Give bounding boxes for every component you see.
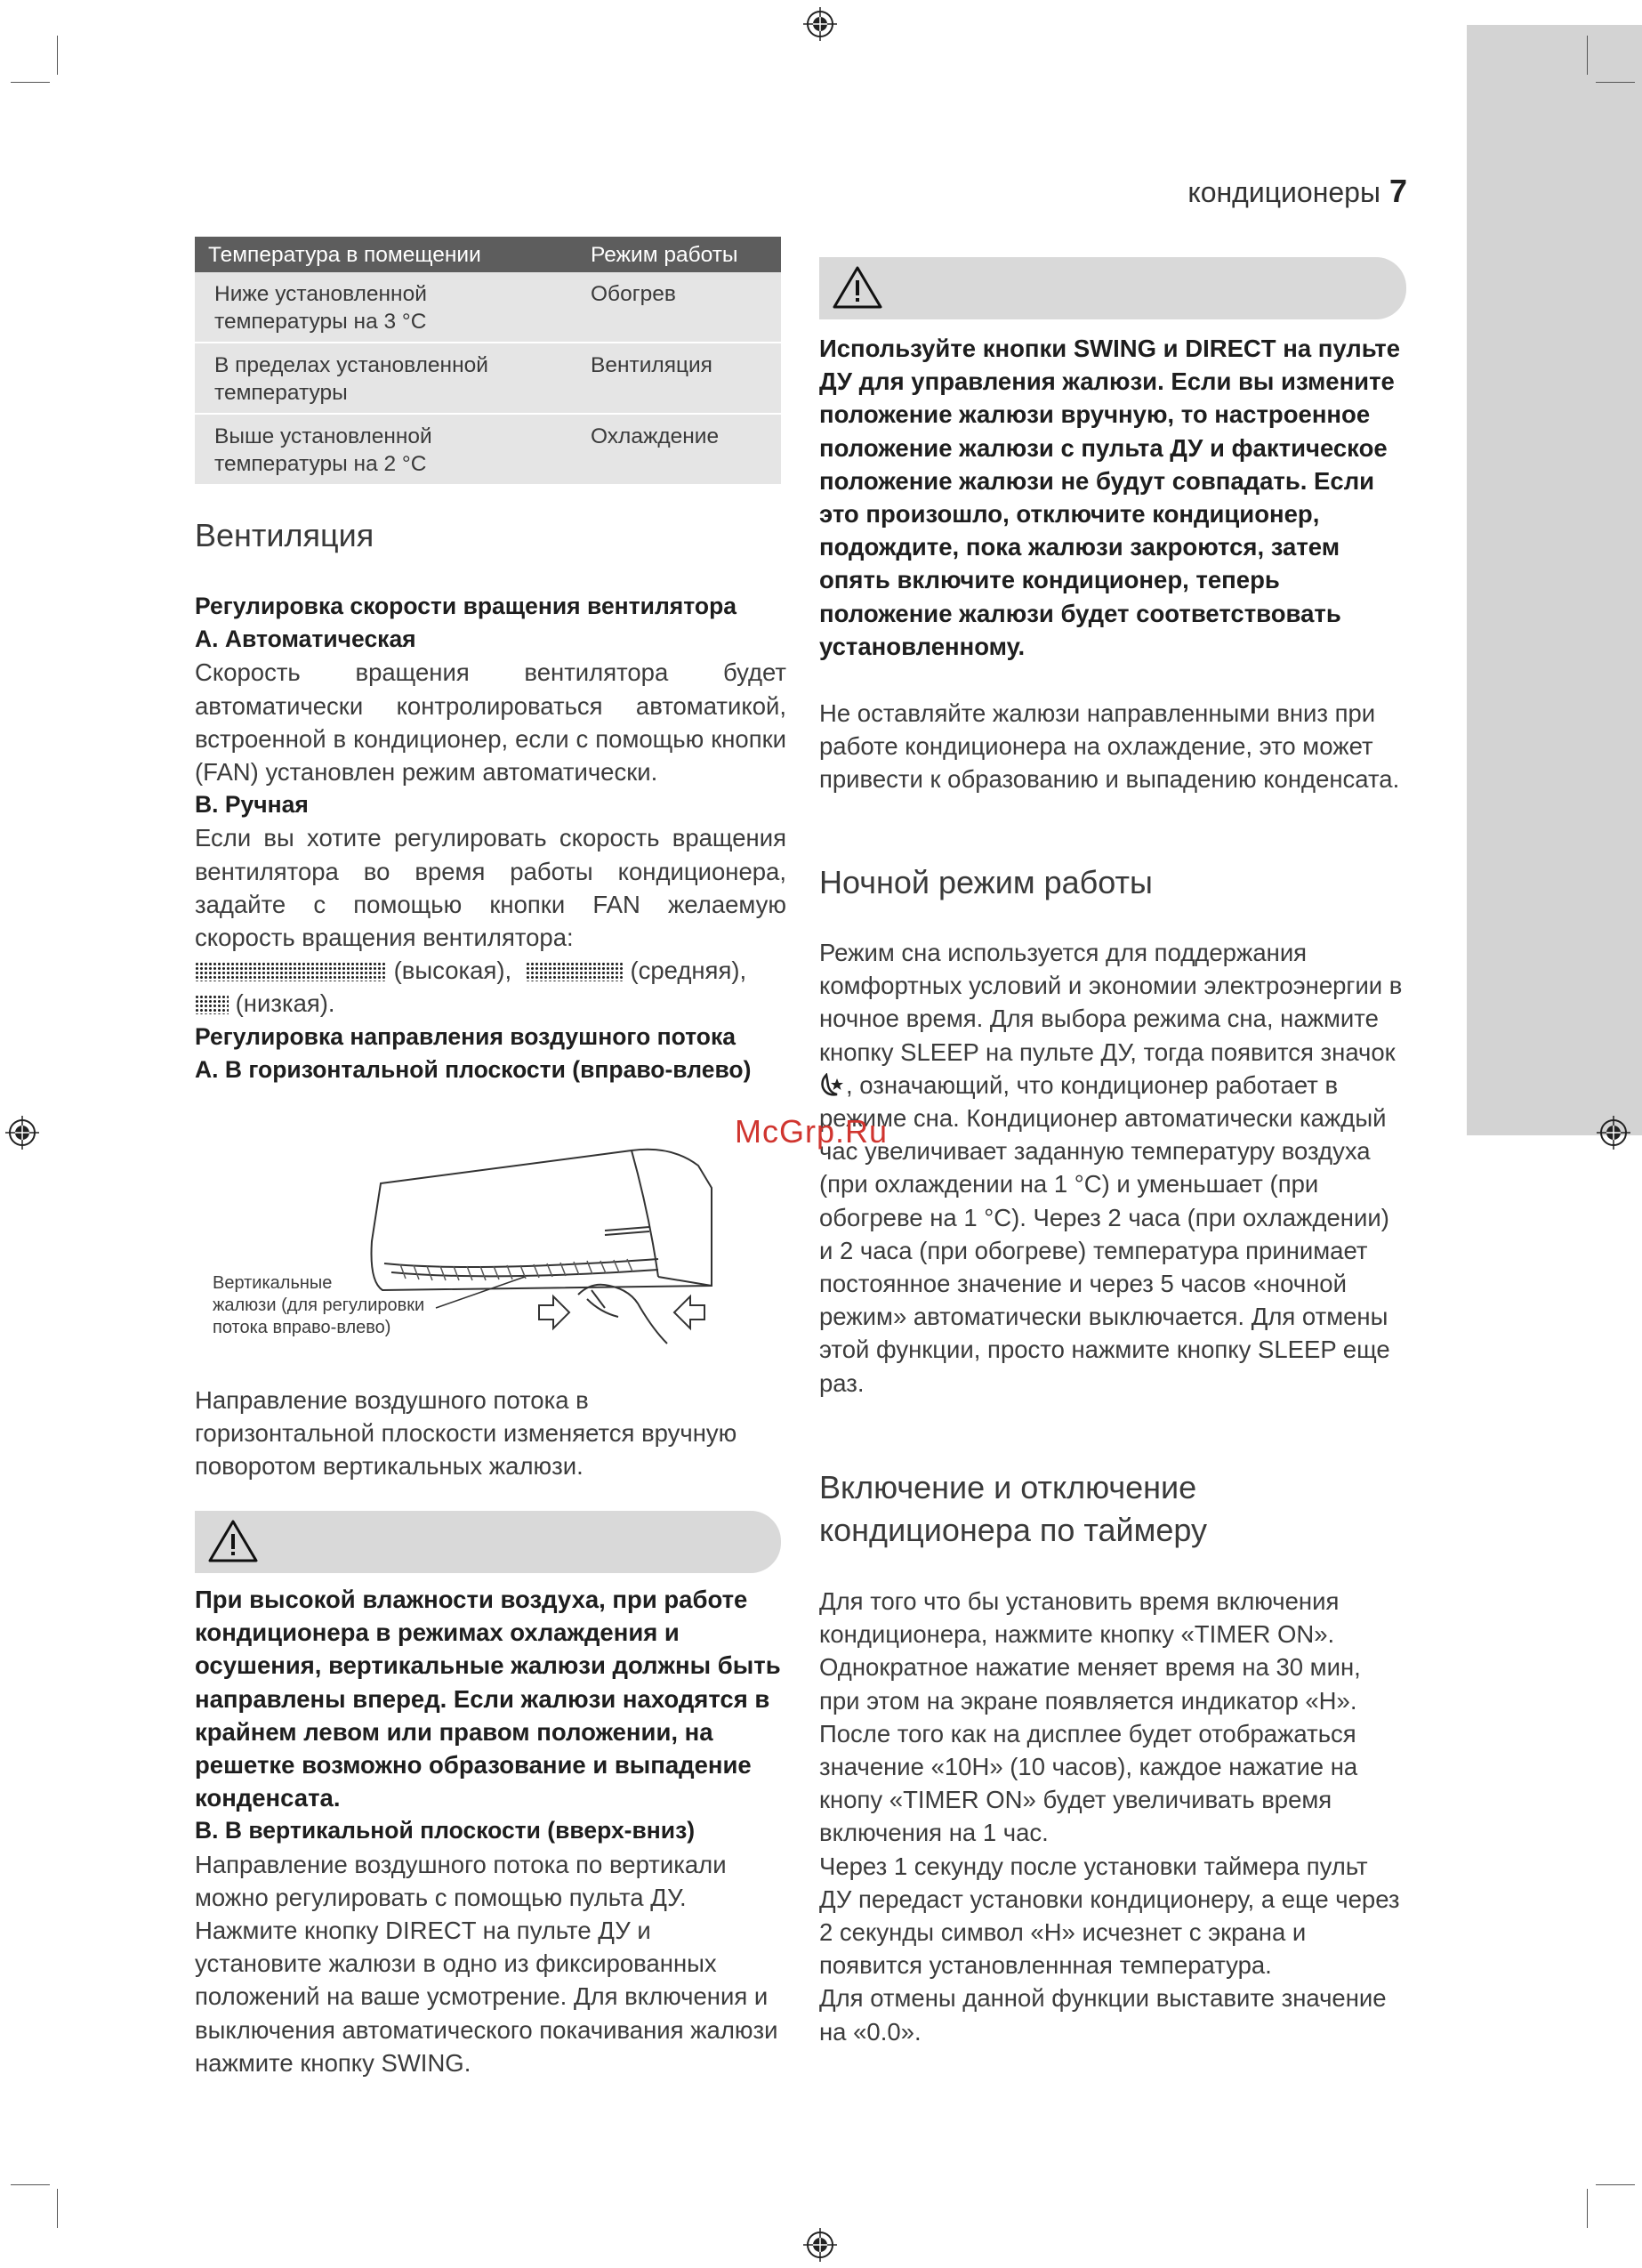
timer-title: Включение и отключение кондиционера по таймеру <box>819 1469 1207 1548</box>
crop-mark <box>1596 82 1635 83</box>
fan-speed-section <box>195 590 786 1086</box>
manual-text: Если вы хотите регулировать скорость вращения вентилятора во время работы кондиционера, задайте с помощью кнопки FAN желаемую скорость вращения вентилятора: <box>195 824 786 952</box>
ventilation-title: Вентиляция <box>195 517 374 553</box>
warning-triangle-icon <box>832 264 883 311</box>
crop-mark <box>11 82 50 83</box>
fan-high-icon <box>195 962 387 981</box>
crop-mark <box>11 2184 50 2185</box>
page-header <box>1187 173 1407 210</box>
side-tab <box>1467 25 1642 1135</box>
table-cell-temp: Выше установленной температуры на 2 °С <box>195 414 585 484</box>
warning-triangle-icon <box>207 1518 259 1564</box>
table-header-temp: Температура в помещении <box>195 237 585 272</box>
timer-text: Через 1 секунду после установки таймера пульт ДУ передаст установки кондиционеру, а еще через 2 секунды символ «Н» исчезнет с экрана и появится установленнная температура. <box>819 1852 1400 1980</box>
fan-mid-icon <box>526 962 624 981</box>
registration-mark-icon <box>803 7 837 41</box>
left-warning-text: При высокой влажности воздуха, при работе кондиционера в режимах охлаждения и осушения, вертикальные жалюзи должны быть направлены вперед. Если жалюзи находятся в крайнем левом или правом положении, на решетке возможно образование и выпадение конденсата. <box>195 1586 781 1812</box>
registration-mark-icon <box>1597 1116 1630 1150</box>
crop-mark <box>1596 2184 1635 2185</box>
watermark: McGrp.Ru <box>735 1113 889 1150</box>
fan-speed-options <box>195 954 786 1020</box>
note-text: Не оставляйте жалюзи направленными вниз при работе кондиционера на охлаждение, это может привести к образованию и выпадению конденсата. <box>819 699 1400 794</box>
figure-caption-line: жалюзи (для регулировки <box>213 1295 425 1315</box>
speed-mid-label: (средняя), <box>630 956 747 985</box>
mode-table <box>195 237 781 484</box>
table-cell-temp: В пределах установленной температуры <box>195 343 585 414</box>
figure-caption-line: потока вправо-влево) <box>213 1318 391 1337</box>
crop-mark <box>1587 2189 1588 2228</box>
table-header-mode: Режим работы <box>585 237 781 272</box>
vertical-heading: В. В вертикальной плоскости (вверх-вниз) <box>195 1817 696 1844</box>
figure-caption <box>213 1272 479 1339</box>
night-mode-title: Ночной режим работы <box>819 864 1153 900</box>
table-cell-temp: Ниже установленной температуры на 3 °С <box>195 272 585 343</box>
horizontal-heading: А. В горизонтальной плоскости (вправо-влево) <box>195 1055 752 1083</box>
table-row <box>195 414 781 484</box>
vertical-text: Направление воздушного потока по вертикали можно регулировать с помощью пульта ДУ. Нажмите кнопку DIRECT на пульте ДУ и установите жалюзи в одно из фиксированных положений на ваше усмотрение. Для включения и выключения автоматического покачивания жалюзи нажмите кнопку SWING. <box>195 1850 778 2077</box>
horizontal-text: Направление воздушного потока в горизонтальной плоскости изменяется вручную поворотом вертикальных жалюзи. <box>195 1386 737 1481</box>
left-warning-section <box>195 1583 782 2079</box>
table-cell-mode: Вентиляция <box>585 343 781 414</box>
manual-heading: В. Ручная <box>195 791 309 819</box>
crop-mark <box>1587 36 1588 75</box>
speed-low-label: (низкая). <box>235 989 335 1018</box>
warning-bar <box>819 257 1406 319</box>
night-mode-text <box>819 936 1406 1400</box>
table-row <box>195 272 781 343</box>
sleep-moon-star-icon <box>819 1073 846 1098</box>
section-title: кондиционеры <box>1187 176 1380 208</box>
registration-mark-icon <box>803 2228 837 2262</box>
crop-mark <box>57 2189 58 2228</box>
table-header-row <box>195 237 781 272</box>
timer-section <box>819 1585 1402 2048</box>
table-row <box>195 343 781 414</box>
fan-low-icon <box>195 995 229 1014</box>
right-warning-text: Используйте кнопки SWING и DIRECT на пульте ДУ для управления жалюзи. Если вы измените положение жалюзи вручную, то настроенное положение жалюзи с пульта ДУ и фактическое положение жалюзи не будут совпадать. Если это произошло, отключите кондиционер, подождите, пока жалюзи закроются, затем опять включите кондиционер, теперь положение жалюзи будет соответствовать установленному. <box>819 335 1401 660</box>
auto-text: Скорость вращения вентилятора будет автоматически контролироваться автоматикой, встроенной в кондиционер, если с помощью кнопки (FAN) установлен режим автоматически. <box>195 658 786 787</box>
figure-caption-line: Вертикальные <box>213 1273 333 1293</box>
airflow-heading: Регулировка направления воздушного потока <box>195 1022 736 1050</box>
table-cell-mode: Охлаждение <box>585 414 781 484</box>
crop-mark <box>57 36 58 75</box>
page-number: 7 <box>1388 173 1407 209</box>
auto-heading: А. Автоматическая <box>195 626 416 653</box>
timer-text: Для отмены данной функции выставите значение на «0.0». <box>819 1984 1387 2046</box>
warning-bar <box>195 1511 781 1573</box>
registration-mark-icon <box>5 1116 39 1150</box>
fan-speed-heading: Регулировка скорости вращения вентилятора <box>195 593 736 619</box>
timer-text: Для того что бы установить время включения кондиционера, нажмите кнопку «TIMER ON». Однократное нажатие меняет время на 30 мин, при этом на экране появляется индикатор «Н». После того как на дисплее будет отображаться значение «10Н» (10 часов), каждое нажатие на кнопу «TIMER ON» будет увеличивать время включения на 1 час. <box>819 1587 1361 1847</box>
speed-high-label: (высокая), <box>393 956 512 985</box>
table-cell-mode: Обогрев <box>585 272 781 343</box>
night-text-part: , означающий, что кондиционер работает в режиме сна. Кондиционер автоматически каждый час увеличивает заданную температуру воздуха (при охлаждении на 1 °С) и уменьшает (при обогреве на 1 °С). Через 2 часа (при охлаждении) и 2 часа (при обогреве) температура принимает постоянное значение и через 5 часов «ночной режим» автоматически выключается. Для отмены этой функции, просто нажмите кнопку SLEEP еще раз. <box>819 1070 1390 1397</box>
night-text-part: Режим сна используется для поддержания комфортных условий и экономии электроэнергии в ночное время. Для выбора режима сна, нажмите кнопку SLEEP на пульте ДУ, тогда появится значок <box>819 939 1403 1066</box>
